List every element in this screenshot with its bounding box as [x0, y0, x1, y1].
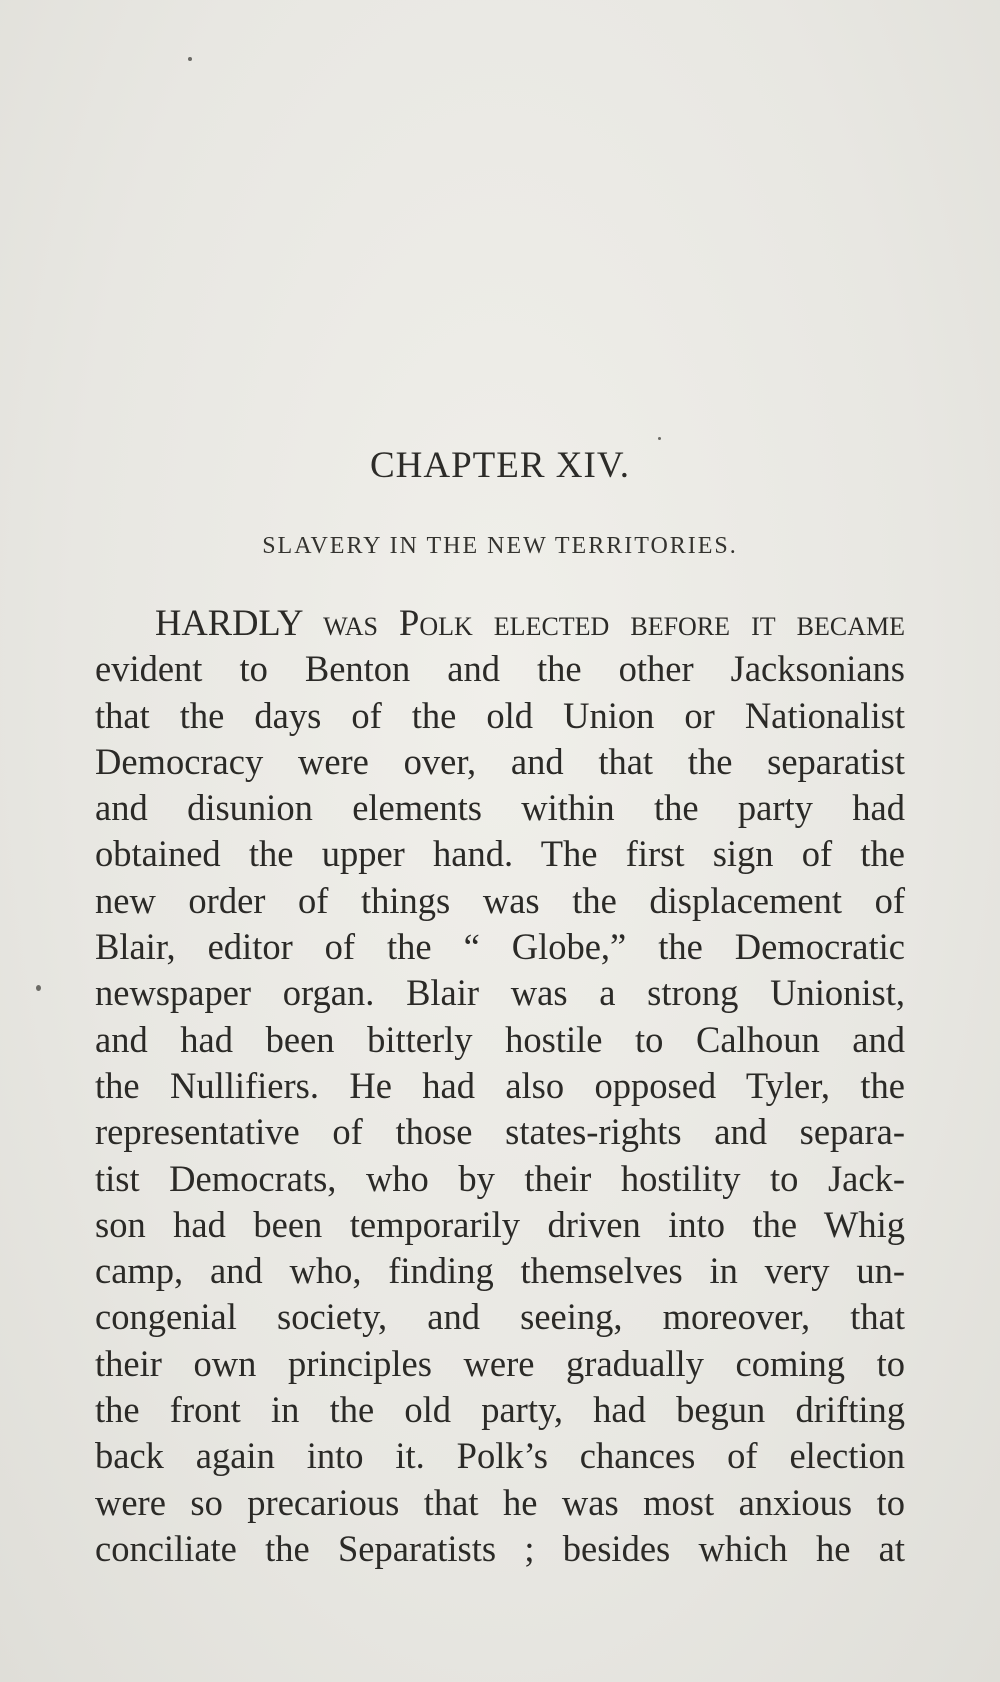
body-line: were so precarious that he was most anxious to: [95, 1481, 905, 1523]
body-line: son had been temporarily driven into the Whig: [95, 1203, 905, 1245]
body-text: [95, 600, 905, 1572]
body-line: and had been bitterly hostile to Calhoun and: [95, 1018, 905, 1060]
paper-speck: [36, 985, 41, 991]
body-line: HARDLY was Polk elected before it became: [155, 602, 905, 643]
paper-speck: [188, 57, 192, 61]
body-line: newspaper organ. Blair was a strong Unionist,: [95, 972, 905, 1014]
body-line: congenial society, and seeing, moreover, that: [95, 1296, 905, 1338]
body-line: Democracy were over, and that the separatist: [95, 740, 905, 782]
body-line: new order of things was the displacement of: [95, 879, 905, 921]
body-line: the front in the old party, had begun drifting: [95, 1389, 905, 1431]
paper-speck: [658, 437, 661, 440]
body-line: Blair, editor of the “ Globe,” the Democratic: [95, 926, 905, 968]
body-line: evident to Benton and the other Jacksonians: [95, 648, 905, 690]
chapter-subtitle: SLAVERY IN THE NEW TERRITORIES.: [262, 533, 738, 559]
body-line: back again into it. Polk’s chances of election: [95, 1435, 905, 1477]
body-line: and disunion elements within the party had: [95, 787, 905, 829]
chapter-title: CHAPTER XIV.: [369, 445, 631, 486]
body-line: tist Democrats, who by their hostility to Jack-: [95, 1157, 905, 1199]
body-line: representative of those states-rights and separa-: [95, 1111, 905, 1153]
body-line: obtained the upper hand. The first sign of the: [95, 833, 905, 875]
body-line: that the days of the old Union or Nationalist: [95, 694, 905, 736]
body-line: conciliate the Separatists ; besides which he at: [95, 1527, 905, 1569]
body-line: camp, and who, finding themselves in very un-: [95, 1250, 905, 1292]
body-line: their own principles were gradually coming to: [95, 1342, 905, 1384]
body-line: the Nullifiers. He had also opposed Tyler, the: [95, 1064, 905, 1106]
